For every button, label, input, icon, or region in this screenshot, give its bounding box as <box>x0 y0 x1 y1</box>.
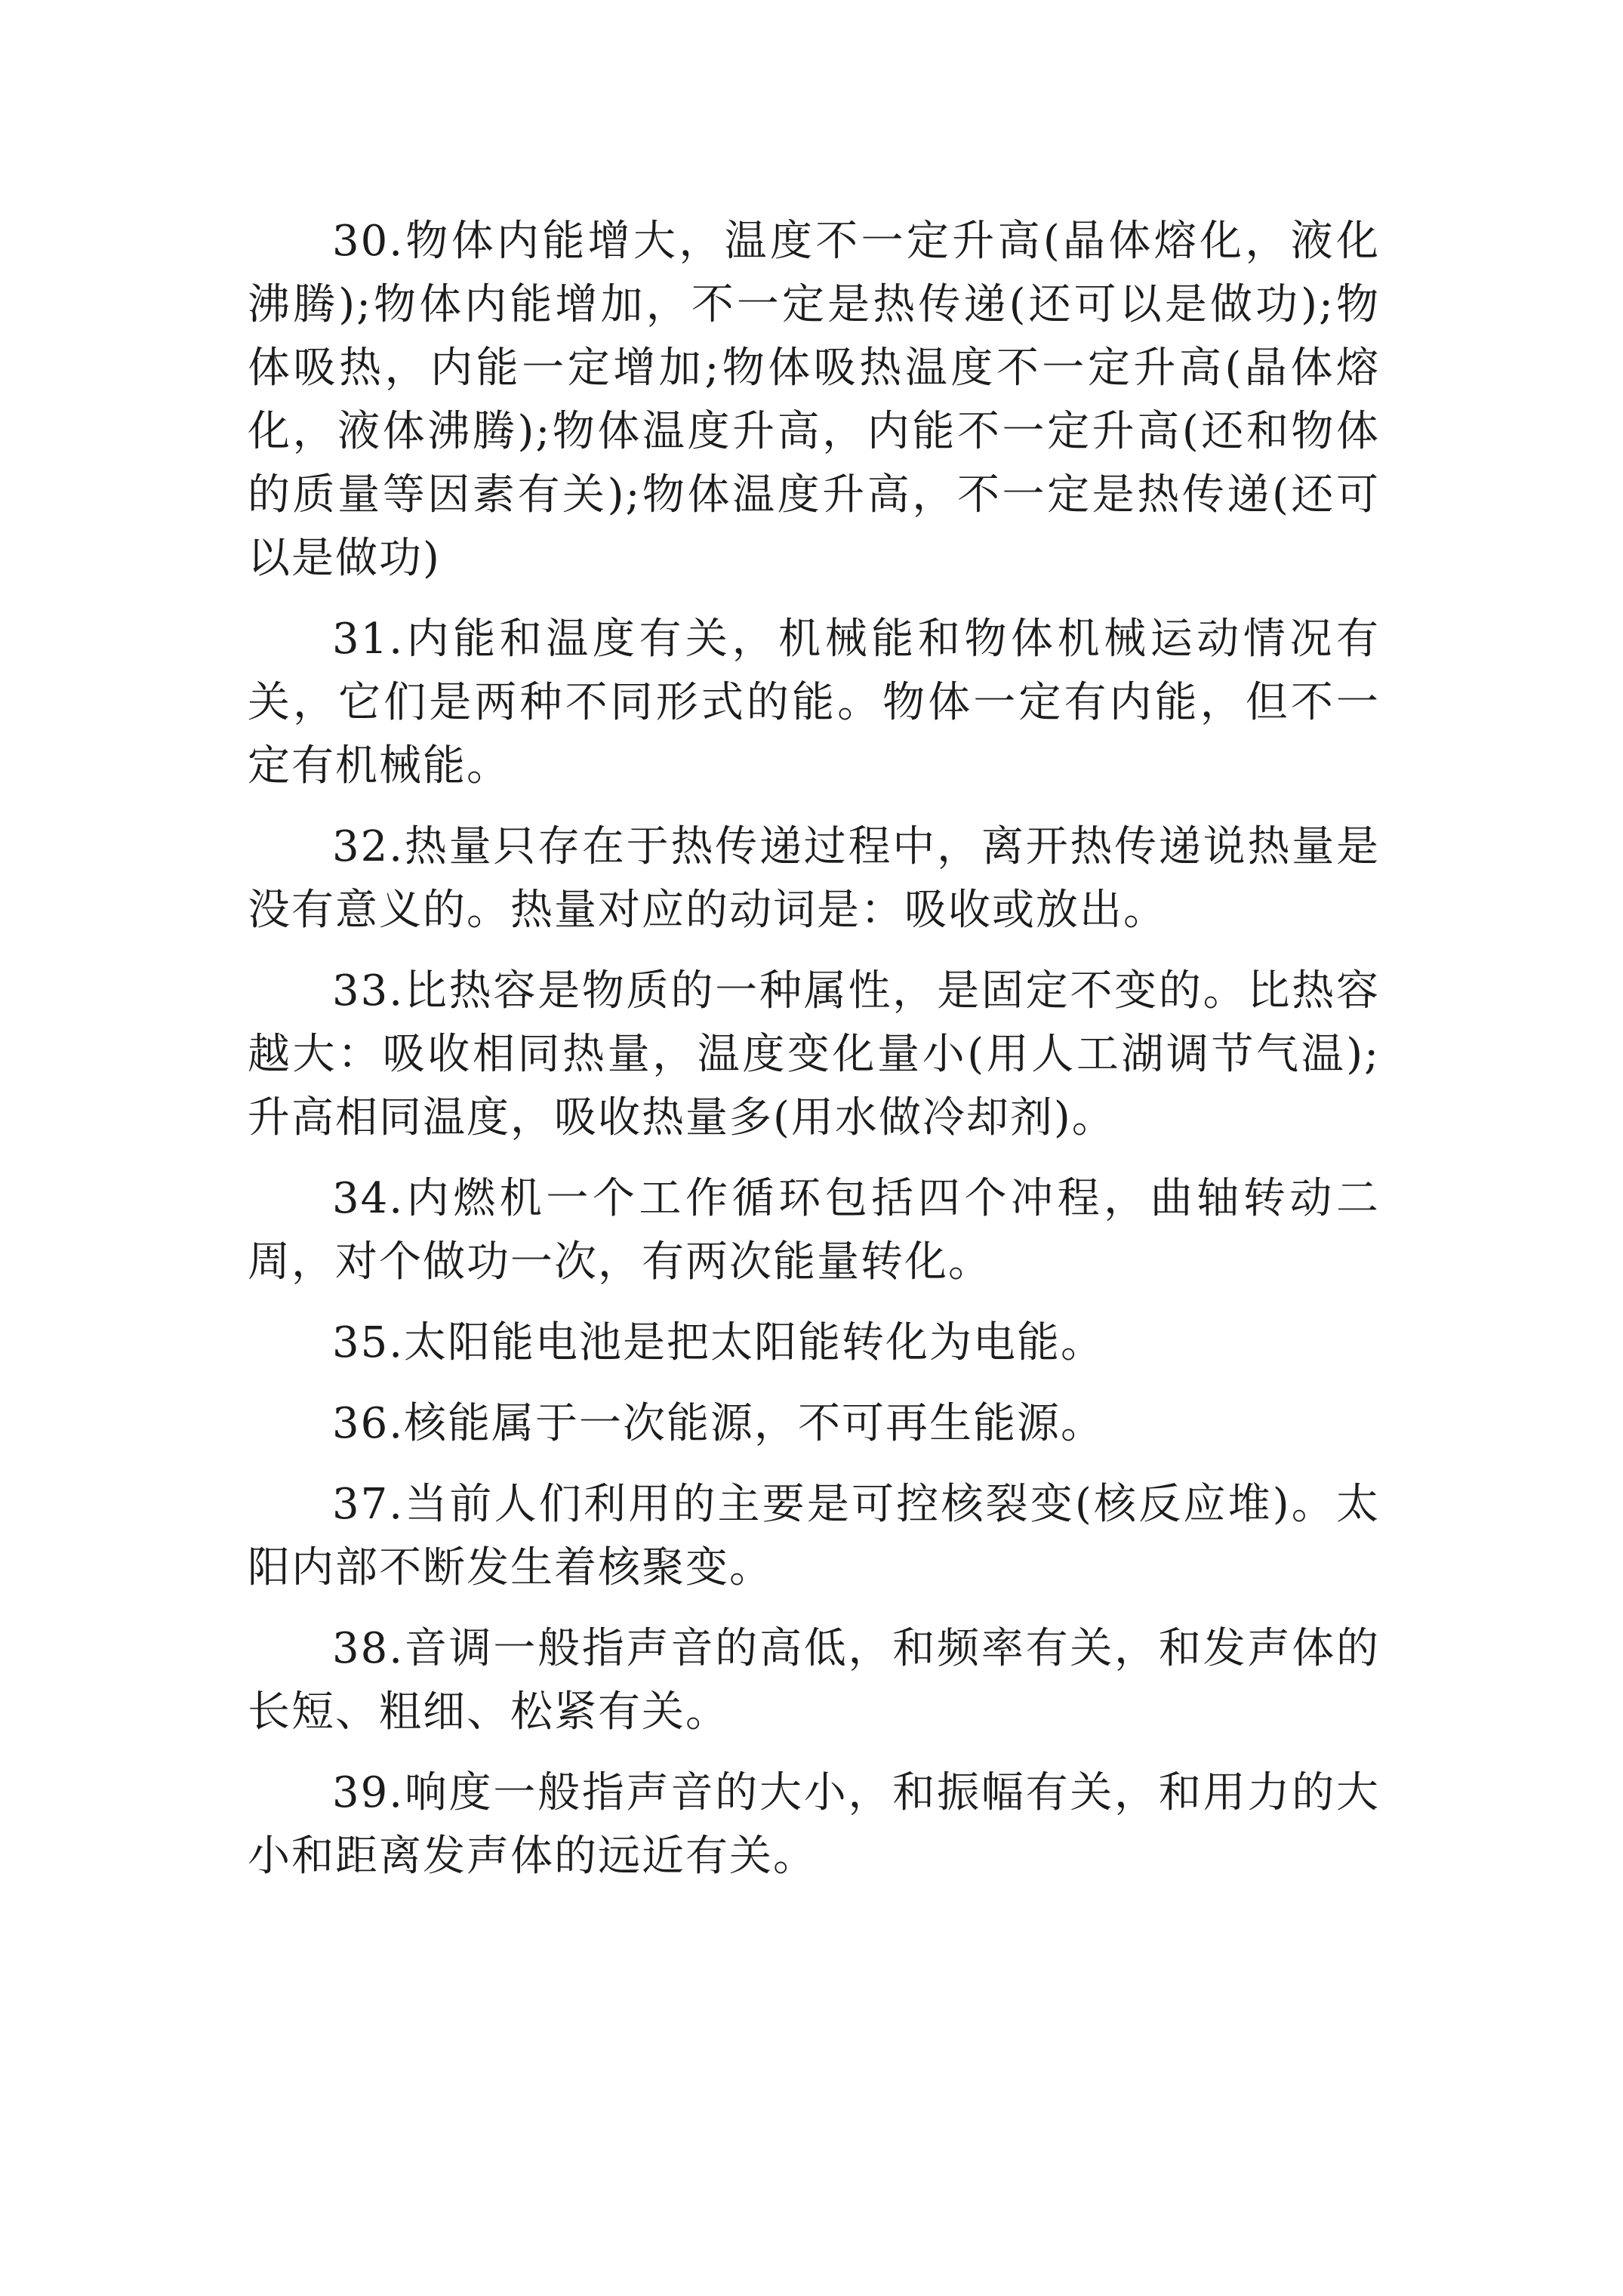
paragraph-36: 36.核能属于一次能源，不可再生能源。 <box>332 1399 1105 1448</box>
paragraph-32: 32.热量只存在于热传递过程中，离开热传递说热量是没有意义的。热量对应的动词是：吸收或放出。 <box>248 822 1380 935</box>
paragraph-38: 38.音调一般指声音的高低，和频率有关，和发声体的长短、粗细、松紧有关。 <box>248 1624 1380 1737</box>
paragraph-30: 30.物体内能增大，温度不一定升高(晶体熔化，液化沸腾);物体内能增加，不一定是热传递(还可以是做功);物体吸热，内能一定增加;物体吸热温度不一定升高(晶体熔化，液体沸腾);物体温度升高，内能不一定升高(还和物体的质量等因素有关);物体温度升高，不一定是热传递(还可以是做功) <box>248 217 1380 583</box>
paragraph-39: 39.响度一般指声音的大小，和振幅有关，和用力的大小和距离发声体的远近有关。 <box>248 1768 1380 1881</box>
paragraph-33: 33.比热容是物质的一种属性，是固定不变的。比热容越大：吸收相同热量，温度变化量小(用人工湖调节气温);升高相同温度，吸收热量多(用水做冷却剂)。 <box>248 966 1380 1142</box>
paragraph-31: 31.内能和温度有关，机械能和物体机械运动情况有关，它们是两种不同形式的能。物体一定有内能，但不一定有机械能。 <box>248 615 1380 791</box>
paragraph-34: 34.内燃机一个工作循环包括四个冲程，曲轴转动二周，对个做功一次，有两次能量转化。 <box>248 1174 1380 1287</box>
paragraph-37: 37.当前人们利用的主要是可控核裂变(核反应堆)。太阳内部不断发生着核聚变。 <box>248 1480 1380 1592</box>
document-body <box>248 210 1380 1906</box>
paragraph-35: 35.太阳能电池是把太阳能转化为电能。 <box>332 1318 1105 1367</box>
